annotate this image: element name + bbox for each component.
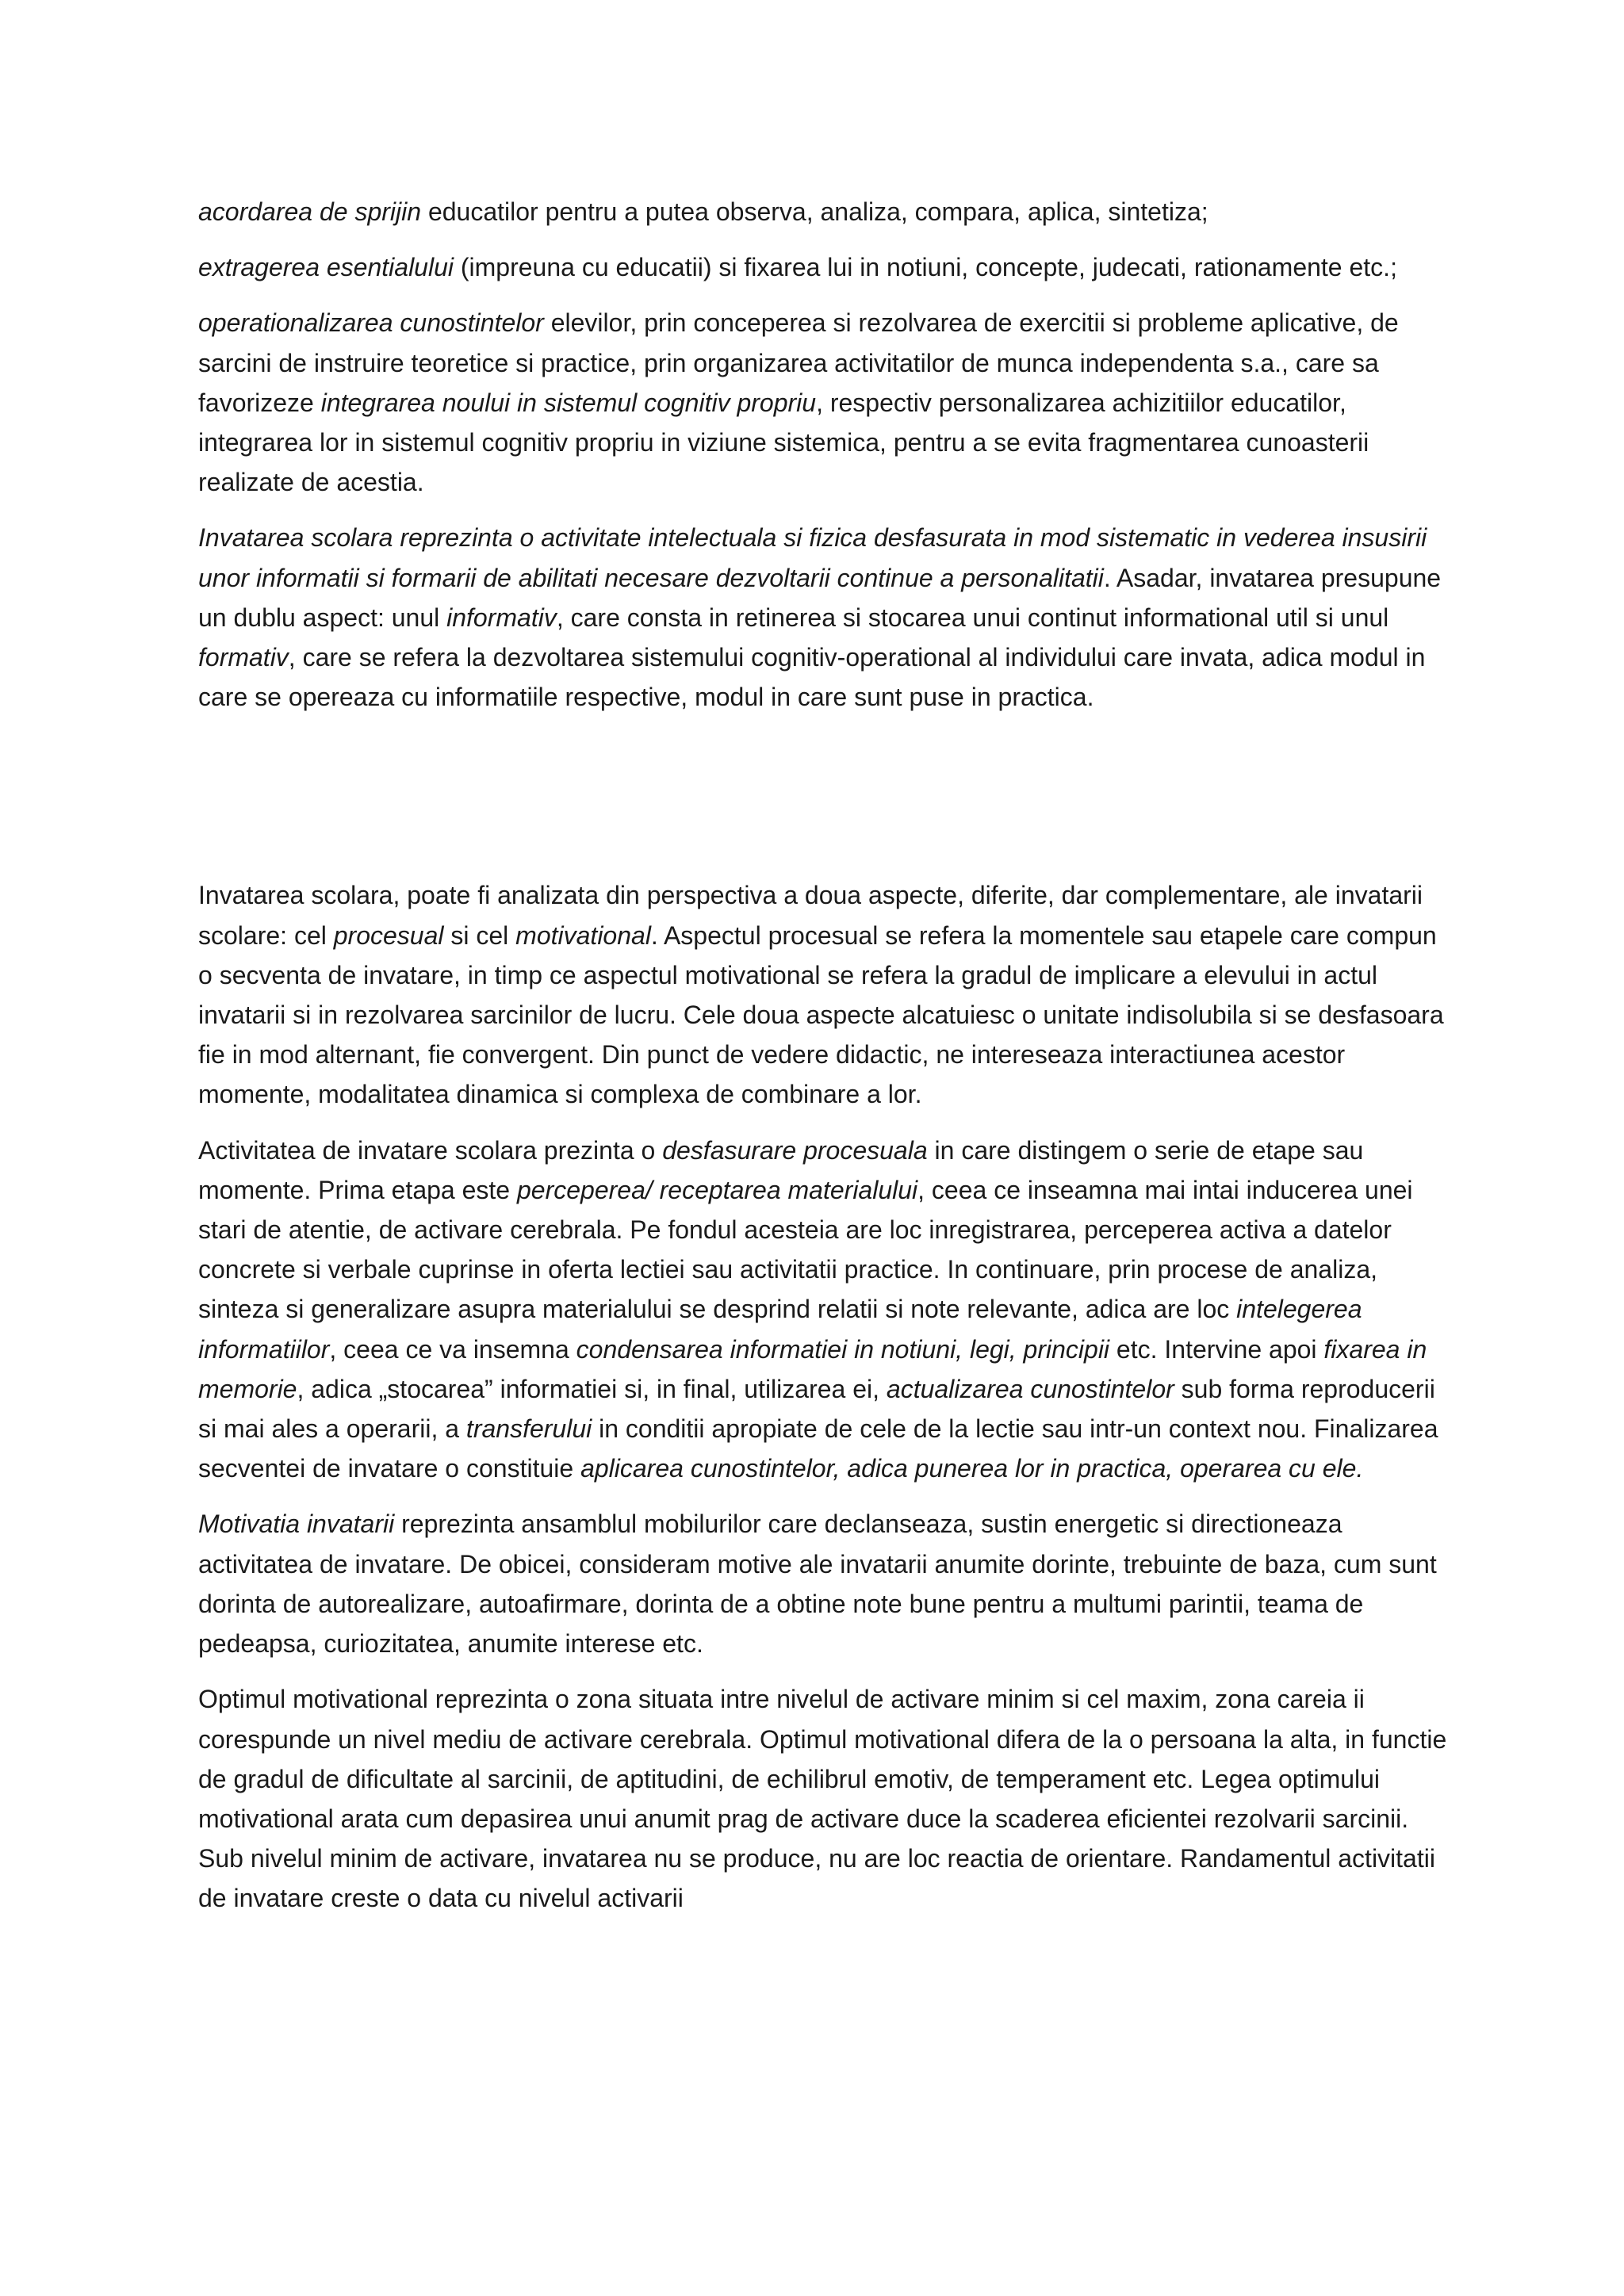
text-run: Invatarea scolara, poate fi analizata din perspectiva a doua aspecte, diferite, dar complementare, ale invatarii scolare: cel	[198, 881, 1423, 950]
paragraph-desfasurare-procesuala	[198, 1131, 1451, 1489]
text-run: , ceea ce inseamna mai intai inducerea unei stari de atentie, de activare cerebrala. Pe fondul acesteia are loc inregistrarea, perceperea activa a datelor concrete si verbale cuprinse in oferta lectiei sau activitatii practice. In continuare, prin procese de analiza, sinteza si generalizare asupra materialului se desprind relatii si note relevante, adica are loc	[198, 1175, 1413, 1324]
paragraph-operationalizare	[198, 303, 1451, 502]
paragraph-motivatia	[198, 1504, 1451, 1663]
text-run: Optimul motivational reprezinta o zona situata intre nivelul de activare minim si cel maxim, zona careia ii corespunde un nivel mediu de activare cerebrala. Optimul motivational difera de la o persoana la alta, in functie de gradul de dificultate al sarcinii, de aptitudini, de echilibrul emotiv, de temperament etc. Legea optimului motivational arata cum depasirea unui anumit prag de activare duce la scaderea eficientei rezolvarii sarcinii. Sub nivelul minim de activare, invatarea nu se produce, nu are loc reactia de orientare. Randamentul activitatii de invatare creste o data cu nivelul activarii	[198, 1685, 1447, 1913]
italic-text-run: desfasurare procesuala	[662, 1135, 928, 1165]
text-run: , respectiv personalizarea achizitiilor educatilor, integrarea lor in sistemul cognitiv propriu in viziune sistemica, pentru a se evita fragmentarea cunoasterii realizate de acestia.	[198, 388, 1369, 497]
italic-text-run: perceperea/ receptarea materialului	[516, 1175, 918, 1204]
text-run: (impreuna cu educatii) si fixarea lui in notiuni, concepte, judecati, rationamente etc.;	[453, 253, 1397, 282]
italic-text-run: procesual	[333, 920, 444, 950]
paragraph-esential	[198, 247, 1451, 287]
text-run: , care se refera la dezvoltarea sistemului cognitiv-operational al individului care invata, adica modul in care se opereaza cu informatiile respective, modul in care sunt puse in practica.	[198, 643, 1426, 712]
section-spacer	[198, 733, 1451, 875]
text-run: , adica „stocarea” informatiei si, in final, utilizarea ei,	[297, 1374, 887, 1403]
italic-text-run: integrarea noului in sistemul cognitiv propriu	[320, 388, 817, 417]
italic-text-run: extragerea esentialului	[198, 253, 454, 282]
text-run: Activitatea de invatare scolara prezinta o	[198, 1135, 663, 1165]
italic-text-run: intelegerea informatiilor	[198, 1295, 1362, 1364]
italic-text-run: informativ	[446, 603, 557, 632]
document-body	[198, 192, 1451, 1934]
italic-text-run: transferului	[465, 1414, 592, 1444]
paragraph-sprijin	[198, 192, 1451, 232]
italic-text-run: formativ	[198, 643, 289, 672]
text-run: in conditii apropiate de cele de la lectie sau intr-un context nou. Finalizarea secventei de invatare o constituie	[198, 1414, 1438, 1483]
italic-text-run: condensarea informatiei in notiuni, legi, principii	[576, 1334, 1110, 1364]
italic-text-run: acordarea de sprijin	[198, 197, 422, 226]
italic-text-run: operationalizarea cunostintelor	[198, 308, 544, 338]
text-run: . Asadar, invatarea presupune un dublu aspect: unul	[198, 563, 1442, 632]
italic-text-run: actualizarea cunostintelor	[886, 1374, 1174, 1403]
text-run: reprezinta ansamblul mobilurilor care declanseaza, sustin energetic si directioneaza activitatea de invatare. De obicei, consideram motive ale invatarii anumite dorinte, trebuinte de baza, cum sunt dorinta de autorealizare, autoafirmare, dorinta de a obtine note bune pentru a multumi parintii, teama de pedeapsa, curiozitatea, anumite interese etc.	[198, 1510, 1437, 1659]
italic-text-run: aplicarea cunostintelor, adica punerea lor in practica, operarea cu ele.	[580, 1454, 1364, 1483]
italic-text-run: Motivatia invatarii	[198, 1510, 395, 1539]
text-run: sub forma reproducerii si mai ales a operarii, a	[198, 1374, 1435, 1444]
text-run: . Aspectul procesual se refera la momentele sau etapele care compun o secventa de invatare, in timp ce aspectul motivational se refera la gradul de implicare a elevului in actul invatarii si in rezolvarea sarcinilor de lucru. Cele doua aspecte alcatuiesc o unitate indisolubila si se desfasoara fie in mod alternant, fie convergent. Din punct de vedere didactic, ne intereseaza interactiunea acestor momente, modalitatea dinamica si complexa de combinare a lor.	[198, 920, 1444, 1109]
text-run: etc. Intervine apoi	[1109, 1334, 1324, 1364]
paragraph-aspecte	[198, 875, 1451, 1114]
italic-text-run: Invatarea scolara reprezinta o activitate intelectuala si fizica desfasurata in mod sistematic in vederea insusirii unor informatii si formarii de abilitati necesare dezvoltarii continue a personalitatii	[198, 523, 1427, 592]
text-run: , care consta in retinerea si stocarea unui continut informational util si unul	[556, 603, 1389, 632]
italic-text-run: motivational	[515, 920, 651, 950]
paragraph-optimul-motivational	[198, 1679, 1451, 1918]
italic-text-run: fixarea in memorie	[198, 1334, 1427, 1403]
paragraph-invatarea-definitie	[198, 518, 1451, 717]
text-run: educatilor pentru a putea observa, analiza, compara, aplica, sintetiza;	[421, 197, 1208, 226]
text-run: elevilor, prin conceperea si rezolvarea de exercitii si probleme aplicative, de sarcini de instruire teoretice si practice, prin organizarea activitatilor de munca independenta s.a., care sa favorizeze	[198, 308, 1399, 417]
text-run: in care distingem o serie de etape sau momente. Prima etapa este	[198, 1135, 1364, 1204]
text-run: si cel	[443, 920, 516, 950]
text-run: , ceea ce va insemna	[329, 1334, 576, 1364]
